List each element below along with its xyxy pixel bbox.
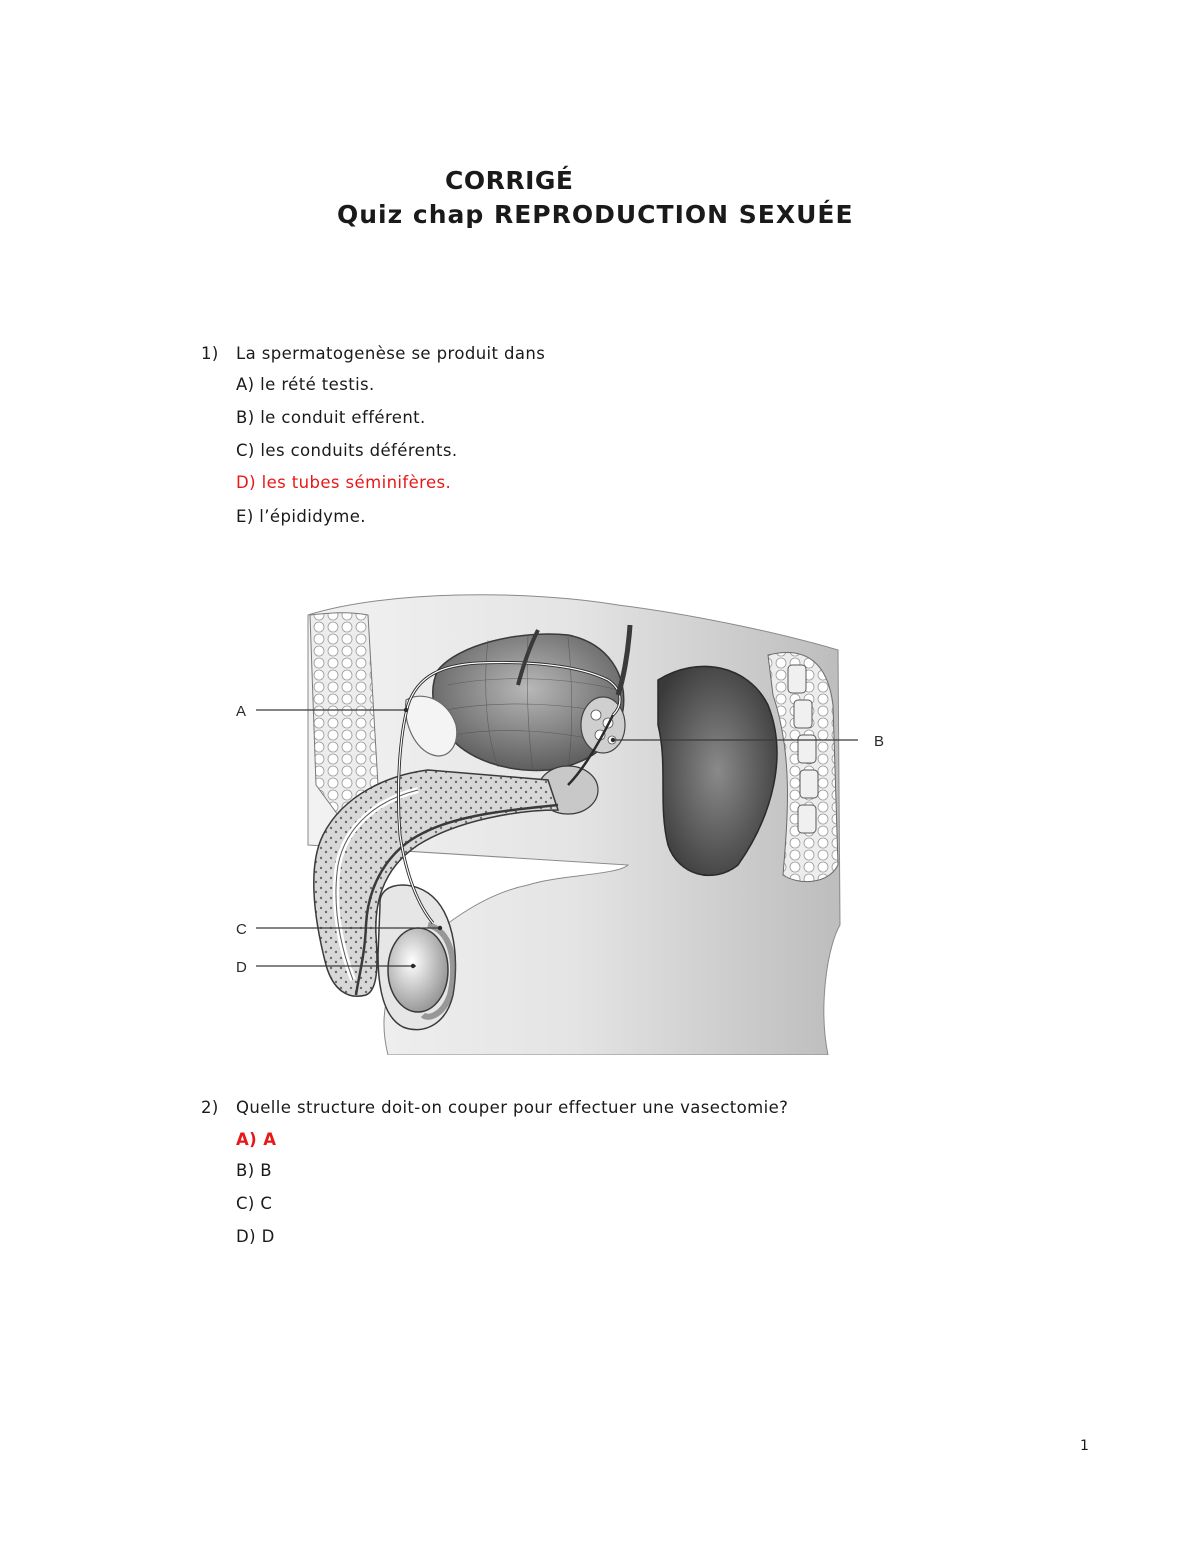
page-number: 1 [1080, 1438, 1089, 1454]
question-2-option-d: D) D [236, 1227, 275, 1246]
anatomy-figure [228, 585, 898, 1055]
abdominal-wall [310, 613, 378, 815]
label-c: C [236, 921, 247, 938]
question-2-text: Quelle structure doit-on couper pour effectuer une vasectomie? [236, 1098, 789, 1117]
question-1-option-e: E) l’épididyme. [236, 507, 366, 526]
label-d: D [236, 959, 247, 976]
label-a: A [236, 703, 247, 720]
question-2-option-b: B) B [236, 1161, 272, 1180]
question-1-text: La spermatogenèse se produit dans [236, 344, 546, 363]
testis [388, 928, 448, 1012]
question-1-option-c: C) les conduits déférents. [236, 441, 458, 460]
question-1-option-a: A) le rété testis. [236, 375, 375, 394]
question-2-option-c: C) C [236, 1194, 273, 1213]
question-2-number: 2) [201, 1098, 219, 1117]
label-b: B [874, 733, 885, 750]
document-subtitle: Quiz chap REPRODUCTION SEXUÉE [337, 200, 854, 229]
question-1-number: 1) [201, 344, 219, 363]
question-1-option-d-correct: D) les tubes séminifères. [236, 473, 452, 492]
question-2-option-a-correct: A) A [236, 1130, 277, 1149]
question-1-option-b: B) le conduit efférent. [236, 408, 426, 427]
document-title: CORRIGÉ [445, 166, 574, 195]
